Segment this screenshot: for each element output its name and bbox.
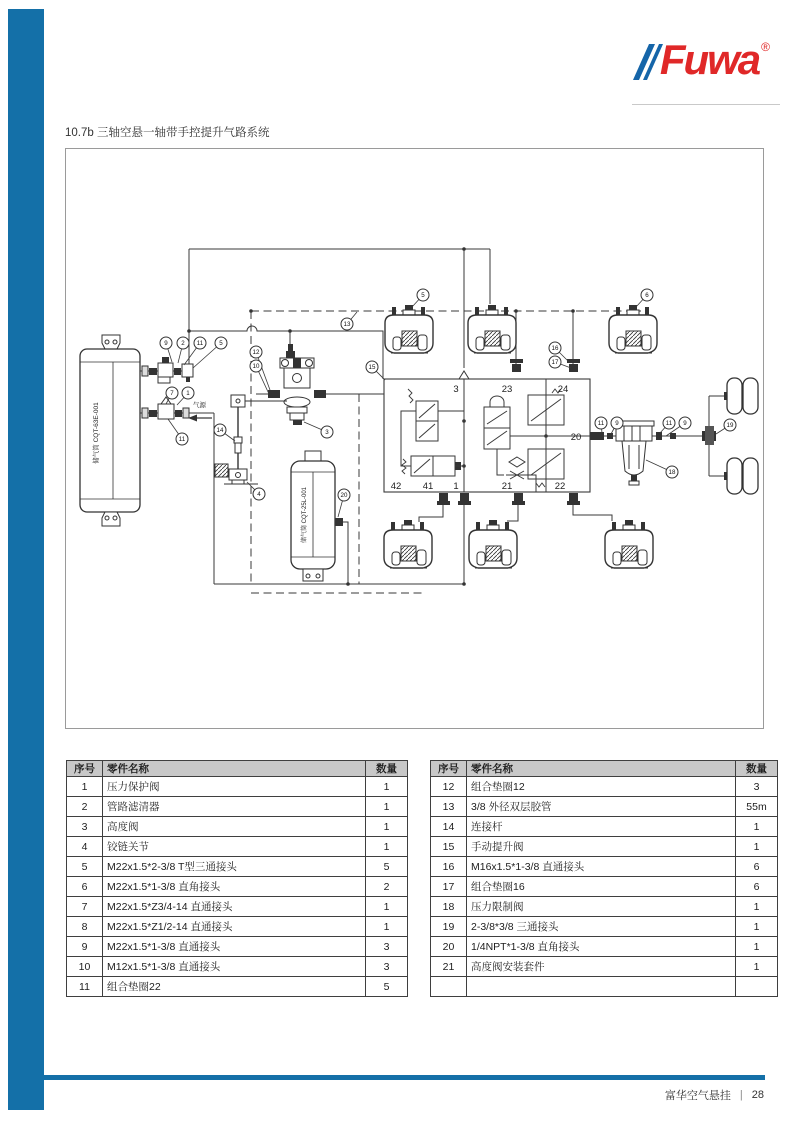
port-label-24: 24 bbox=[557, 384, 569, 395]
callout-number: 10 bbox=[252, 363, 260, 371]
callout-number: 18 bbox=[668, 469, 676, 477]
footer-rule bbox=[30, 1075, 765, 1080]
cell-qty: 5 bbox=[366, 857, 408, 877]
table-row bbox=[67, 957, 408, 977]
port-label-3: 3 bbox=[453, 384, 459, 395]
air-source bbox=[188, 400, 212, 422]
height-valve bbox=[268, 344, 326, 425]
callout-number: 16 bbox=[551, 345, 559, 353]
cell-no: 3 bbox=[67, 817, 103, 837]
lift-bellows bbox=[724, 458, 758, 494]
cell-no: 7 bbox=[67, 897, 103, 917]
cell-no: 15 bbox=[431, 837, 467, 857]
cell-qty: 1 bbox=[736, 917, 778, 937]
callout-number: 15 bbox=[368, 364, 376, 372]
table-row bbox=[67, 797, 408, 817]
parts-table-left bbox=[66, 760, 408, 997]
cell-name: 组合垫圈16 bbox=[467, 877, 736, 897]
cell-name: 高度阀 bbox=[103, 817, 366, 837]
air-bag bbox=[605, 520, 653, 568]
table-row bbox=[431, 797, 778, 817]
header-no: 序号 bbox=[431, 761, 467, 777]
cell-no: 9 bbox=[67, 937, 103, 957]
header-name: 零件名称 bbox=[103, 761, 366, 777]
cell-name: 高度阀安装套件 bbox=[467, 957, 736, 977]
cell-no: 1 bbox=[67, 777, 103, 797]
cell-name: 2-3/8*3/8 三通接头 bbox=[467, 917, 736, 937]
callout-number: 4 bbox=[257, 491, 261, 499]
cell-qty: 1 bbox=[736, 957, 778, 977]
cell-no: 5 bbox=[67, 857, 103, 877]
air-bag bbox=[468, 305, 516, 353]
cell-name: 组合垫圈22 bbox=[103, 977, 366, 997]
table-row bbox=[431, 857, 778, 877]
callout-number: 1 bbox=[186, 390, 190, 398]
table-row bbox=[67, 817, 408, 837]
cell-qty: 6 bbox=[736, 877, 778, 897]
registered-mark: ® bbox=[761, 40, 770, 54]
footer-brand: 富华空气悬挂 bbox=[664, 1090, 731, 1102]
table-row bbox=[67, 897, 408, 917]
pneumatic-schematic bbox=[66, 149, 763, 728]
port-label-1: 1 bbox=[453, 481, 459, 492]
fuwa-logo bbox=[641, 38, 770, 82]
table-row bbox=[431, 917, 778, 937]
callout-number: 9 bbox=[683, 420, 687, 428]
pneumatic-diagram bbox=[65, 148, 764, 729]
cell-no: 14 bbox=[431, 817, 467, 837]
table-row bbox=[431, 937, 778, 957]
cell-name: 连接杆 bbox=[467, 817, 736, 837]
table-row bbox=[67, 977, 408, 997]
callout-number: 11 bbox=[597, 420, 605, 428]
table-row bbox=[67, 917, 408, 937]
cell-qty: 6 bbox=[736, 857, 778, 877]
cell-name: 1/4NPT*1-3/8 直角接头 bbox=[467, 937, 736, 957]
tank-left-label: 储气筒 CQT-63E-001 bbox=[93, 402, 100, 464]
tank-top-fittings bbox=[142, 357, 193, 383]
cell-no: 19 bbox=[431, 917, 467, 937]
cell-qty bbox=[736, 977, 778, 997]
cell-no: 6 bbox=[67, 877, 103, 897]
cell-name: M22x1.5*1-3/8 直角接头 bbox=[103, 877, 366, 897]
logo-underline bbox=[632, 104, 780, 105]
air-source-label: 气源 bbox=[193, 402, 206, 409]
table-row bbox=[67, 937, 408, 957]
footer-page-number: 28 bbox=[751, 1089, 764, 1101]
cell-qty: 55m bbox=[736, 797, 778, 817]
cell-qty: 1 bbox=[736, 837, 778, 857]
lift-bellows bbox=[724, 378, 758, 414]
port-label-20: 20 bbox=[570, 432, 582, 443]
cell-name: M22x1.5*2-3/8 T型三通接头 bbox=[103, 857, 366, 877]
cell-qty: 1 bbox=[736, 817, 778, 837]
tank-middle-label: 储气筒 CQT-25L-001 bbox=[302, 486, 308, 544]
air-bag bbox=[385, 305, 433, 353]
cell-no: 4 bbox=[67, 837, 103, 857]
callout-number: 3 bbox=[325, 429, 329, 437]
port-label-22: 22 bbox=[554, 481, 566, 492]
port-label-42: 42 bbox=[390, 481, 402, 492]
port-label-23: 23 bbox=[501, 384, 513, 395]
air-bag bbox=[609, 305, 657, 353]
callout-number: 9 bbox=[164, 340, 168, 348]
cell-qty: 3 bbox=[736, 777, 778, 797]
cell-qty: 1 bbox=[736, 897, 778, 917]
cell-no: 12 bbox=[431, 777, 467, 797]
parts-table-right bbox=[430, 760, 778, 997]
air-tank-left bbox=[80, 335, 140, 526]
callout-number: 12 bbox=[252, 349, 260, 357]
footer bbox=[665, 1087, 764, 1103]
table-row bbox=[431, 837, 778, 857]
cell-no: 16 bbox=[431, 857, 467, 877]
callout-number: 7 bbox=[170, 390, 174, 398]
tee-fitting bbox=[702, 426, 716, 445]
air-bag bbox=[384, 520, 432, 568]
table-row bbox=[431, 817, 778, 837]
cell-qty: 1 bbox=[366, 837, 408, 857]
cell-name: M12x1.5*1-3/8 直通接头 bbox=[103, 957, 366, 977]
cell-name: 组合垫圈12 bbox=[467, 777, 736, 797]
header-name: 零件名称 bbox=[467, 761, 736, 777]
callout-number: 13 bbox=[343, 321, 351, 329]
table-row bbox=[67, 777, 408, 797]
left-accent-bar bbox=[8, 9, 44, 1110]
port-label-41: 41 bbox=[422, 481, 434, 492]
cell-no: 11 bbox=[67, 977, 103, 997]
port-label-21: 21 bbox=[501, 481, 513, 492]
callout-number: 20 bbox=[340, 492, 348, 500]
cell-qty: 5 bbox=[366, 977, 408, 997]
pressure-limit-valve bbox=[598, 421, 676, 485]
cell-no: 17 bbox=[431, 877, 467, 897]
air-bag bbox=[469, 520, 517, 568]
callout-number: 9 bbox=[615, 420, 619, 428]
cell-qty: 1 bbox=[366, 797, 408, 817]
cell-name: 手动提升阀 bbox=[467, 837, 736, 857]
pressure-protection-valve bbox=[142, 397, 189, 419]
cell-no: 18 bbox=[431, 897, 467, 917]
cell-no: 20 bbox=[431, 937, 467, 957]
cell-name: 3/8 外径双层胶管 bbox=[467, 797, 736, 817]
cell-qty: 1 bbox=[366, 817, 408, 837]
cell-no: 21 bbox=[431, 957, 467, 977]
callout-number: 6 bbox=[645, 292, 649, 300]
callout-number: 17 bbox=[551, 359, 559, 367]
callout-number: 5 bbox=[219, 340, 223, 348]
cell-name: M22x1.5*Z1/2-14 直通接头 bbox=[103, 917, 366, 937]
cell-name: 压力限制阀 bbox=[467, 897, 736, 917]
table-row bbox=[431, 877, 778, 897]
cell-name: M22x1.5*Z3/4-14 直通接头 bbox=[103, 897, 366, 917]
page-title: 10.7b 三轴空悬一轴带手控提升气路系统 bbox=[65, 127, 270, 139]
callout-number: 14 bbox=[216, 427, 224, 435]
hinge-joint bbox=[215, 464, 258, 484]
table-header-row bbox=[431, 761, 778, 777]
header-no: 序号 bbox=[67, 761, 103, 777]
header-qty: 数量 bbox=[366, 761, 408, 777]
cell-name bbox=[467, 977, 736, 997]
cell-qty: 1 bbox=[366, 897, 408, 917]
table-row bbox=[431, 777, 778, 797]
cell-no: 10 bbox=[67, 957, 103, 977]
cell-no: 2 bbox=[67, 797, 103, 817]
table-row bbox=[431, 977, 778, 997]
cell-name: 管路滤清器 bbox=[103, 797, 366, 817]
manual-lift-valve-block bbox=[384, 359, 598, 505]
cell-qty: 1 bbox=[736, 937, 778, 957]
footer-separator: | bbox=[739, 1089, 743, 1101]
callout-number: 2 bbox=[181, 340, 185, 348]
cell-qty: 1 bbox=[366, 917, 408, 937]
callout-number: 11 bbox=[665, 420, 673, 428]
air-tank-middle bbox=[291, 451, 343, 581]
cell-name: M16x1.5*1-3/8 直通接头 bbox=[467, 857, 736, 877]
callout-number: 19 bbox=[726, 422, 734, 430]
table-row bbox=[67, 877, 408, 897]
cell-qty: 2 bbox=[366, 877, 408, 897]
cell-no: 8 bbox=[67, 917, 103, 937]
callout-number: 11 bbox=[196, 340, 204, 348]
table-row bbox=[431, 957, 778, 977]
cell-no bbox=[431, 977, 467, 997]
cell-qty: 3 bbox=[366, 937, 408, 957]
cell-no: 13 bbox=[431, 797, 467, 817]
table-header-row bbox=[67, 761, 408, 777]
cell-name: 压力保护阀 bbox=[103, 777, 366, 797]
callout-number: 5 bbox=[421, 292, 425, 300]
cell-name: M22x1.5*1-3/8 直通接头 bbox=[103, 937, 366, 957]
table-row bbox=[67, 857, 408, 877]
table-row bbox=[67, 837, 408, 857]
callout-number: 11 bbox=[178, 436, 186, 444]
connecting-rod bbox=[231, 395, 287, 469]
header-qty: 数量 bbox=[736, 761, 778, 777]
cell-qty: 1 bbox=[366, 777, 408, 797]
table-row bbox=[431, 897, 778, 917]
logo-text: Fuwa bbox=[659, 36, 760, 83]
cell-qty: 3 bbox=[366, 957, 408, 977]
cell-name: 铰链关节 bbox=[103, 837, 366, 857]
